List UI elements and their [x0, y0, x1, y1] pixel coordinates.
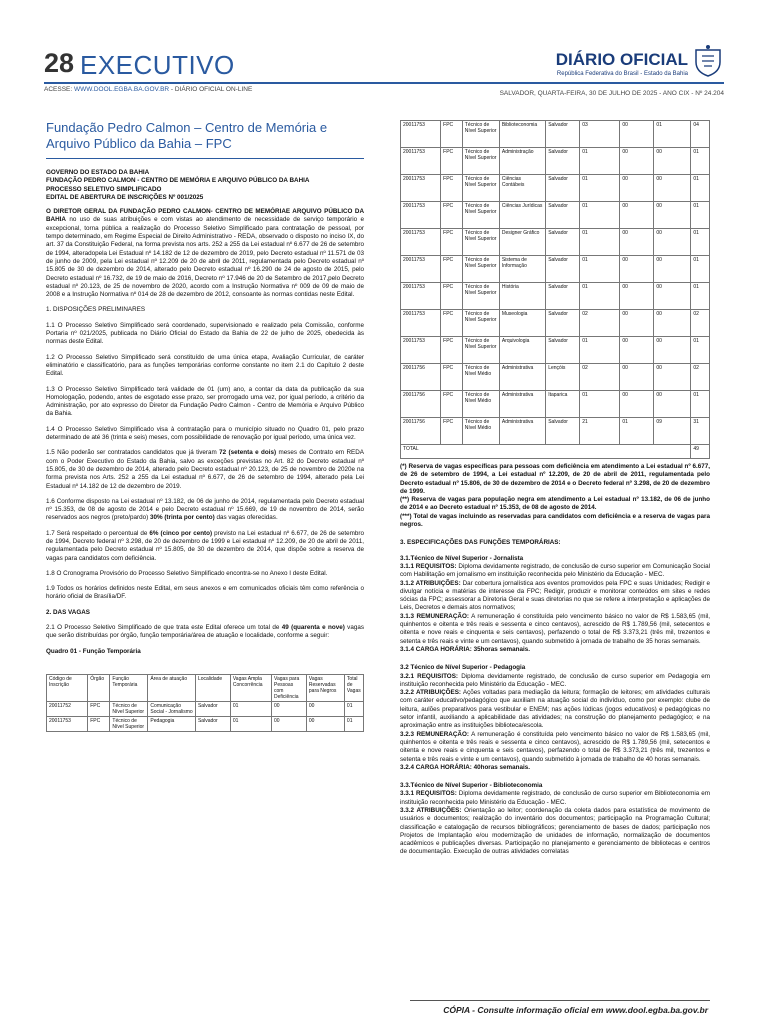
table-row: 20011753 FPC Técnico de Nível Superior Pedagogia Salvador 01 00 00 01: [47, 716, 364, 731]
table-row: 20011756 FPC Técnico de Nível Médio Administrativa Lençóis 02 00 00 02: [401, 364, 710, 391]
section-2-heading: 2. DAS VAGAS: [46, 608, 90, 616]
access-line: ACESSE: WWW.DOOL.EGBA.BA.GOV.BR - DIÁRIO OFICIAL ON-LINE: [44, 86, 253, 93]
spec-3-1: 3.1.Técnico de Nível Superior - Jornalista 3.1.1 REQUISITOS: Diploma devidamente registrado, de conclusão de curso superior em Comunicação Social com Habilitação em jornalismo em instituição reconhecida pelo Ministério da Educação - MEC. 3.1.2 ATRIBUIÇÕES: Dar cobertura jornalística aos eventos promovidos pela FPC e suas Unidades; Redigir e divulgar notícia e matérias de interesse da FPC; Redigir, produzir e monitorar conteúdos em sites e redes sócias da FPC; assessorar a Diretoria Geral e suas diretorias no que se refere a interpretação e aplicações de Leis, Decretos e demais atos normativos; 3.1.3 REMUNERAÇÃO: A remuneração é constituída pelo vencimento básico no valor de R$ 1.583,65 (mil, quinhentos e oitenta e três reais e sessenta e cinco centavos), acrescido de R$ 1.789,56 (mil, setecentos e oitenta e nove reais e cinquenta e seis centavos), perfazendo o total de R$ 3.373,21 (três mil, trezentos e setenta e três reais e vinte e um centavos), quando submetido à jornada de trabalho de 35 horas semanais. 3.1.4 CARGA HORÁRIA: 35horas semanais.: [400, 554, 711, 653]
logo-title: DIÁRIO OFICIAL: [555, 50, 688, 69]
table-row: 20011756 FPC Técnico de Nível Médio Administrativa Itaparica 01 00 00 01: [401, 391, 710, 418]
table-row: 20011753 FPC Técnico de Nível Superior História Salvador 01 00 00 01: [401, 283, 710, 310]
paragraph-1-7: 1.7 Será respeitado o percentual de 6% (cinco por cento) previsto na Lei estadual nº 6.677, de 26 de setembro de 1994, Decreto federal nº 3.298, de 20 de dezembro de 1999 e Lei estadual nº 12.209, de 20 de abril de 2011, regulamentada pelo Decreto estadual nº 15.805, de 30 de dezembro de 2014, que dispõe sobre a reserva de vagas para candidatos com deficiência.: [46, 529, 364, 562]
table-header-row: [47, 674, 364, 701]
section-1-heading: 1. DISPOSIÇÕES PRELIMINARES: [46, 306, 146, 314]
gov-line: FUNDAÇÃO PEDRO CALMON - CENTRO DE MEMÓRIA E ARQUIVO PÚBLICO DA BAHIA: [46, 177, 310, 185]
table-row: 20011753 FPC Técnico de Nível Superior Ciências Jurídicas Salvador 01 00 00 01: [401, 202, 710, 229]
table-header-cell: Vagas Ampla Concorrência: [230, 674, 271, 701]
paragraph-1-2: 1.2 O Processo Seletivo Simplificado será constituído de uma única etapa, Avaliação Curricular, de caráter eliminatório e classificatório, para as funções temporárias conforme constante no item 2.1 do Capítulo 2 deste Edital.: [46, 353, 364, 378]
vacancy-table-right: [400, 120, 710, 459]
table-row: 20011753 FPC Técnico de Nível Superior Sistema de Informação Salvador 01 00 00 01: [401, 256, 710, 283]
title-rule: [46, 158, 364, 159]
paragraph-2-1: 2.1 O Processo Seletivo Simplificado de que trata este Edital oferece um total de 49 (quarenta e nove) vagas que serão distribuídas por órgão, função temporária/área de atuação e localidade, conforme a seguir:: [46, 624, 364, 640]
table-row: 20011756 FPC Técnico de Nível Médio Administrativa Salvador 21 01 09 31: [401, 418, 710, 445]
paragraph-1-5: 1.5 Não poderão ser contratados candidatos que já tiveram 72 (setenta e dois) meses de Contrato em REDA com o Poder Executivo do Estado da Bahia, salvo as exceções previstas no Art. 82 do Decreto estadual nº 15.805, de 30 de dezembro de 2014, alterado pelo Decreto estadual nº 20.123, de 25 de novembro de 2020e na forma prevista nos Arts. 252 a 255 da Lei estadual nº 6.677, de 26 de setembro de 1994, alterado pela Lei Estadual nº 14.182 de 12 de dezembro de 2019.: [46, 449, 364, 490]
spec-3-3: 3.3.Técnico de Nível Superior - Biblioteconomia 3.3.1 REQUISITOS: Diploma devidamente registrado, de conclusão de curso superior em Biblioteconomia em instituição reconhecida pelo Ministério da Educação - MEC. 3.3.2 ATRIBUIÇÕES: Orientação ao leitor; coordenação da coleta dados para estatística de movimento de usuários e documentos; realização do inventário dos documentos; participação na Programação Cultural; classificação e catalogação de recursos bibliográficos; gerenciamento de bases de dados; participação nos Projetos de Implantação e/ou modernização de unidades de informação, normalização de documentos acadêmicos e publicações diversas. Participação no planejamento e gerenciamento de bibliotecas e centros de documentação. Execução de outras atividades correlatas: [400, 782, 711, 856]
table-row: 20011753 FPC Técnico de Nível Superior Biblioteconomia Salvador 03 00 01 04: [401, 121, 710, 148]
table-header-cell: Código de Inscrição: [47, 674, 88, 701]
section-name: EXECUTIVO: [80, 50, 235, 80]
notes-block: [400, 463, 710, 529]
paragraph-1-9: 1.9 Todos os horários definidos neste Edital, em seus anexos e em comunicados oficiais têm como referência o horário oficial de Brasília/DF.: [46, 585, 364, 601]
paragraph-1-6: 1.6 Conforme disposto na Lei estadual nº 13.182, de 06 de junho de 2014, regulamentada pelo Decreto estadual nº 15.353, de 08 de agosto de 2014 e pelo Decreto estadual nº 15.669, de 19 de novembro de 2014, serão reservados aos negros (preto/pardo) 30% (trinta por cento) das vagas oferecidas.: [46, 497, 364, 522]
table-header-cell: Vagas Reservadas para Negros: [306, 674, 344, 701]
table-row: 20011753 FPC Técnico de Nível Superior Arquivologia Salvador 01 00 00 01: [401, 337, 710, 364]
footer-copy-notice: CÓPIA - Consulte informação oficial em www.dool.egba.ba.gov.br: [443, 1005, 708, 1015]
table-header-cell: Órgão: [88, 674, 110, 701]
table-header-cell: Área de atuação: [148, 674, 196, 701]
paragraph-1-4: 1.4 O Processo Seletivo Simplificado visa à contratação para o município situado no Quadro 01, pelo prazo determinado de até 36 (trinta e seis) meses, com possibilidade de renovação por igual período, uma única vez.: [46, 425, 364, 442]
government-block: [46, 169, 364, 202]
paragraph-1-1: 1.1 O Processo Seletivo Simplificado será coordenado, supervisionado e realizado pela Comissão, conforme Portaria nº 021/2025, publicada no Diário Oficial do Estado da Bahia de 22 de julho de 2025, obedecida às normas deste Edital.: [46, 321, 364, 346]
institution-title: Fundação Pedro Calmon – Centro de Memória e Arquivo Público da Bahia – FPC: [46, 120, 328, 151]
table-header-cell: Vagas para Pessoas com Deficiência: [272, 674, 307, 701]
gov-line: GOVERNO DO ESTADO DA BAHIA: [46, 169, 150, 176]
footer-rule: [410, 1000, 710, 1001]
table-row: 20011753 FPC Técnico de Nível Superior Museologia Salvador 02 00 00 02: [401, 310, 710, 337]
right-column: [400, 120, 710, 864]
intro-paragraph: O DIRETOR GERAL DA FUNDAÇÃO PEDRO CALMON- CENTRO DE MEMÓRIAE ARQUIVO PÚBLICO DA BAHIA no uso de suas atribuições e com vistas ao atendimento de necessidade de serviço temporário e excepcional, torna pública a realização do Processo Seletivo Simplificado para contratação de pessoal, por tempo determinado, em Regime Especial de Direito Administrativo - REDA, observado o disposto no inciso IX, do art. 37 da Constituição Federal, na forma prevista nos arts. 252 a 255 da Lei estadual nº 6.677 de 26 de setembro de 1994, alteradopela Lei Estadual nº 14.182 de 12 de dezembro de 2019, pelo Decreto estadual nº 11.571 de 03 de junho de 2009, pela Lei estadual nº 12.209 de 20 de abril de 2011, regulamentada pelo Decreto estadual nº 15.805 de 30 de dezembro de 2014, alterado pelo Decreto estadual nº 16.290 de 24 de agosto de 2015, pelo Decreto estadual nº 16.732, de 19 de maio de 2016, Decreto nº 17.946 de 20 de Setembro de 2017,pelo Decreto estadual nº 20.123, de 25 de novembro de 2020, acordo com a Instrução Normativa nº 009 de 09 de maio de 2008 e a Instrução Normativa nº 014 de 28 de dezembro de 2012, consoante às normas contidas neste Edital.: [46, 208, 364, 299]
section-3-heading: 3. ESPECIFICAÇÕES DAS FUNÇÕES TEMPORÁRIAS:: [400, 539, 561, 547]
diario-oficial-logo: [556, 50, 688, 77]
page-number: 28: [44, 48, 75, 78]
table-header-cell: Localidade: [195, 674, 230, 701]
table-row: 20011752 FPC Técnico de Nível Superior Comunicação Social - Jornalismo Salvador 01 00 00 01: [47, 701, 364, 716]
table-row: 20011753 FPC Técnico de Nível Superior Ciências Contábeis Salvador 01 00 00 01: [401, 175, 710, 202]
gov-line: EDITAL DE ABERTURA DE INSCRIÇÕES Nº 001/2025: [46, 193, 204, 201]
table-total-row: TOTAL 49: [401, 445, 710, 459]
logo-subtitle: República Federativa do Brasil - Estado da Bahia: [556, 71, 688, 77]
date-line: SALVADOR, QUARTA-FEIRA, 30 DE JULHO DE 2025 - ANO CIX - Nº 24.204: [499, 90, 724, 97]
header-rule: [44, 82, 724, 84]
paragraph-1-3: 1.3 O Processo Seletivo Simplificado terá validade de 01 (um) ano, a contar da data da publicação da sua Homologação, podendo, antes de esgotado esse prazo, ser prorrogado uma vez, por igual período, a critério da Administração, por ato expresso do Diretor da Fundação Pedro Calmon - Centro de Memória e Arquivo Público da Bahia.: [46, 385, 364, 418]
table-row: 20011753 FPC Técnico de Nível Superior Designer Gráfico Salvador 01 00 00 01: [401, 229, 710, 256]
left-column: [46, 120, 364, 732]
note-pcd: (*) Reserva de vagas específicas para pessoas com deficiência em atendimento a Lei estadual nº 6.677, de 26 de setembro de 1994, a Lei estadual nº 12.209, de 20 de abril de 2011, regulamentada pelo Decreto estadual nº 15.806, de 30 de dezembro de 2014 e o Decreto federal nº 3.298, de 20 de dezembro de 1999.: [400, 463, 710, 495]
note-total: (***) Total de vagas incluindo as reservadas para candidatos com deficiência e a reserva de vagas para negros.: [400, 512, 710, 529]
access-link[interactable]: WWW.DOOL.EGBA.BA.GOV.BR: [73, 86, 170, 93]
table-header-cell: Total de Vagas: [344, 674, 363, 701]
table-header-cell: Função Temporária: [110, 674, 148, 701]
spec-3-2: 3.2 Técnico de Nível Superior - Pedagogia 3.2.1 REQUISITOS: Diploma devidamente registrado, de conclusão de curso superior em Pedagogia em instituição reconhecida pelo Ministério da Educação - MEC. 3.2.2 ATRIBUIÇÕES: Ações voltadas para mediação da leitura; formação de leitores; em atividades culturais com caráter educativo/pedagógico que auxiliam na atuação social do indivíduo, como por exemplo: clube de leitura, aulões preparativos para vestibular e ENEM; nas ações lúdicas (jogos educativos) e pedagógicas no setor infantil, auxiliando a aplicabilidade das atividades; na construção do planejamento pedagógico; e na aproximação entre as instituições biblioteca/escola. 3.2.3 REMUNERAÇÃO: A remuneração é constituída pelo vencimento básico no valor de R$ 1.583,65 (mil, quinhentos e oitenta e três reais e sessenta e cinco centavos), acrescido de R$ 1.789,56 (mil, setecentos e oitenta e nove reais e cinquenta e seis centavos), perfazendo o total de R$ 3.373,21 (três mil, trezentos e setenta e três reais e vinte e um centavos), quando submetido à jornada de trabalho de 40 horas semanais. 3.2.4 CARGA HORÁRIA: 40horas semanais.: [400, 664, 711, 771]
quadro-title: Quadro 01 - Função Temporária: [46, 647, 141, 655]
note-negros: (**) Reserva de vagas para população negra em atendimento a Lei estadual nº 13.182, de 06 de junho de 2014 e ao Decreto estadual nº 15.353, de 08 de agosto de 2014.: [400, 496, 710, 512]
paragraph-1-8: 1.8 O Cronograma Provisório do Processo Seletivo Simplificado encontra-se no Anexo I deste Edital.: [46, 569, 328, 577]
vacancy-table-left: [46, 674, 364, 732]
gov-line: PROCESSO SELETIVO SIMPLIFICADO: [46, 185, 162, 193]
state-seal-icon: [692, 44, 724, 78]
page-header: [44, 44, 724, 104]
table-row: 20011753 FPC Técnico de Nível Superior Administração Salvador 01 00 00 01: [401, 148, 710, 175]
